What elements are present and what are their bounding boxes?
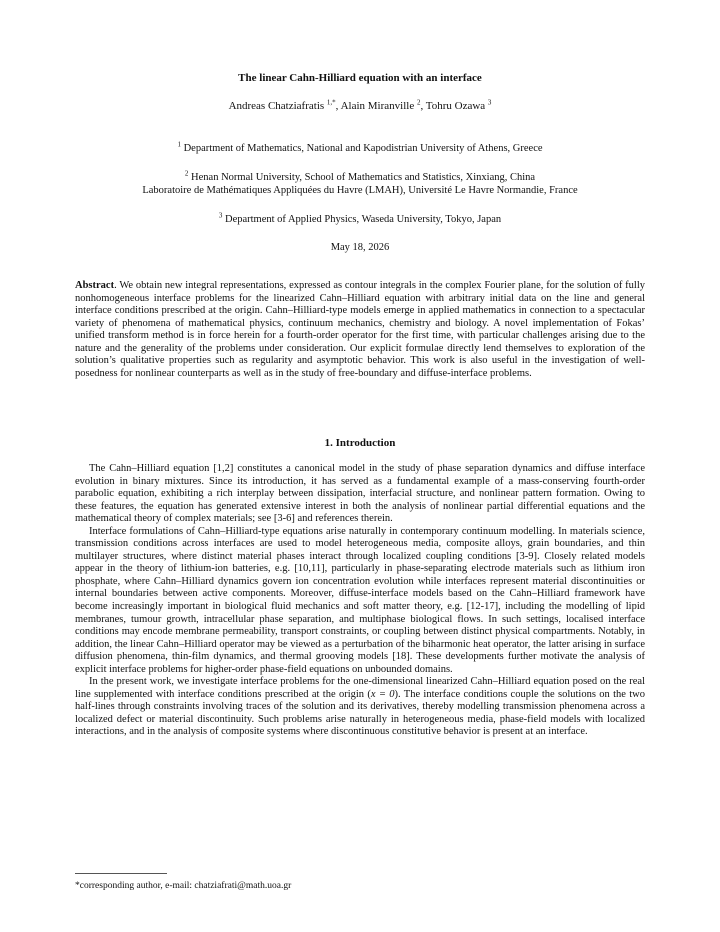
abstract-label: Abstract xyxy=(75,280,115,291)
affiliation-1 xyxy=(0,140,720,154)
paragraph: Interface formulations of Cahn–Hilliard-type equations arise naturally in contemporary continuum modelling. In materials science, transmission conditions across interfaces are used to model heterogeneous media, composite alloys, grain boundaries, and thin multilayer structures, where distinct material phases interact through localized coupling conditions [3-9]. Closely related models appear in the theory of lithium-ion batteries, e.g. [10,11], particularly in phase-separating electrode materials such as lithium iron phosphate, where Cahn–Hilliard dynamics govern ion concentration evolution while interfaces represent material discontinuities or internal boundaries between active components. Moreover, diffuse-interface models based on the Cahn–Hilliard framework have become increasingly important in biological fluid mechanics and soft matter theory, e.g. [12-17], including the modelling of lipid membranes, tumour growth, intracellular phase separation, and multiphase biological flows. In such settings, localised interface conditions may encode membrane permeability, transport constraints, or coupling between distinct physical compartments. Notably, in addition, the linear Cahn–Hilliard operator may be viewed as a perturbation of the biharmonic heat operator, the latter arising in surface diffusion phenomena, thin-film dynamics, and thermal grooving models [18]. These developments further motivate the analysis of explicit interface problems for higher-order phase-field equations on unbounded domains. xyxy=(75,525,645,675)
author-affiliation-marker: 1,* xyxy=(326,98,336,107)
affiliation-text: Laboratoire de Mathématiques Appliquées du Havre (LMAH), Université Le Havre Normandie, France xyxy=(142,185,578,196)
paper-date: May 18, 2026 xyxy=(330,242,390,253)
inline-math: x = 0 xyxy=(370,688,395,700)
paragraph-text: In the present work, we investigate interface problems for the one-dimensional linearized Cahn–Hilliard equation posed on the real line supplemented with interface conditions prescribed at the origin ( xyxy=(75,676,645,700)
affiliation-marker: 3 xyxy=(218,211,223,220)
paragraph xyxy=(75,676,645,739)
author-affiliation-marker: 3 xyxy=(487,98,492,107)
author-affiliation-marker: 2 xyxy=(416,98,421,107)
abstract-text: . We obtain new integral representations, expressed as contour integrals in the complex Fourier plane, for the solution of fully nonhomogeneous interface problems for the linearized Cahn–Hilliard equation with arbitrary initial data on the line and general interface conditions prescribed at the origin. Cahn–Hilliard-type models emerge in applied mathematics in connection to a spectacular variety of phenomena of mathematical physics, continuum mechanics, chemistry and biology. A novel implementation of Fokas’ unified transform method is in force herein for a fourth-order operator for the first time, with particular challenges arising due to the nature and the generality of the problems under consideration. Our explicit formulae directly lend themselves to exploration of the solution’s qualitative properties such as regularity and asymptotic behavior. This work is also useful in the investigation of well-posedness for nonlinear counterparts as well as in the study of free-boundary and diffuse-interface problems. xyxy=(75,280,645,379)
affiliation-marker: 1 xyxy=(177,140,181,149)
paragraph: The Cahn–Hilliard equation [1,2] constitutes a canonical model in the study of phase separation dynamics and diffuse interface evolution in binary mixtures. Since its introduction, it has served as a fundamental example of a mass-conserving fourth-order parabolic equation, exhibiting a rich interplay between dissipation, interfacial structure, and nonlinear pattern formation. Owing to these features, the equation has generated extensive interest in both the analysis of nonlinear partial differential equations and the mathematical theory of complex materials; see [3-6] and references therein. xyxy=(75,463,645,525)
paper-title: The linear Cahn-Hilliard equation with an interface xyxy=(238,72,482,84)
author-name: Alain Miranville xyxy=(340,100,415,112)
footnote-divider xyxy=(75,873,167,874)
affiliation-text: Department of Applied Physics, Waseda University, Tokyo, Japan xyxy=(224,214,502,225)
author-list xyxy=(0,100,720,112)
paragraph-text: ). The interface conditions couple the solutions on the two half-lines through constraints involving traces of the solution and its derivatives, thereby modelling transmission phenomena across a localized defect or material discontinuity. Such problems arise naturally in heterogeneous media, phase-field models with localized interactions, and in the analysis of composite systems where discontinuous constitutive behavior is present at an interface. xyxy=(75,688,645,738)
affiliation-3 xyxy=(0,211,720,225)
section-heading: 1. Introduction xyxy=(324,437,396,449)
author-separator: , xyxy=(420,100,426,112)
affiliation-2 xyxy=(0,171,720,197)
author-name: Tohru Ozawa xyxy=(425,100,486,112)
abstract xyxy=(75,280,645,380)
footnote: *corresponding author, e-mail: chatziafrati@math.uoa.gr xyxy=(75,881,292,891)
affiliation-marker: 2 xyxy=(184,169,189,178)
author-separator: , xyxy=(335,100,341,112)
affiliation-text: Department of Mathematics, National and Kapodistrian University of Athens, Greece xyxy=(183,143,543,154)
author-name: Andreas Chatziafratis xyxy=(228,100,325,112)
section-body xyxy=(75,463,645,739)
affiliation-text: Henan Normal University, School of Mathematics and Statistics, Xinxiang, China xyxy=(191,172,536,183)
